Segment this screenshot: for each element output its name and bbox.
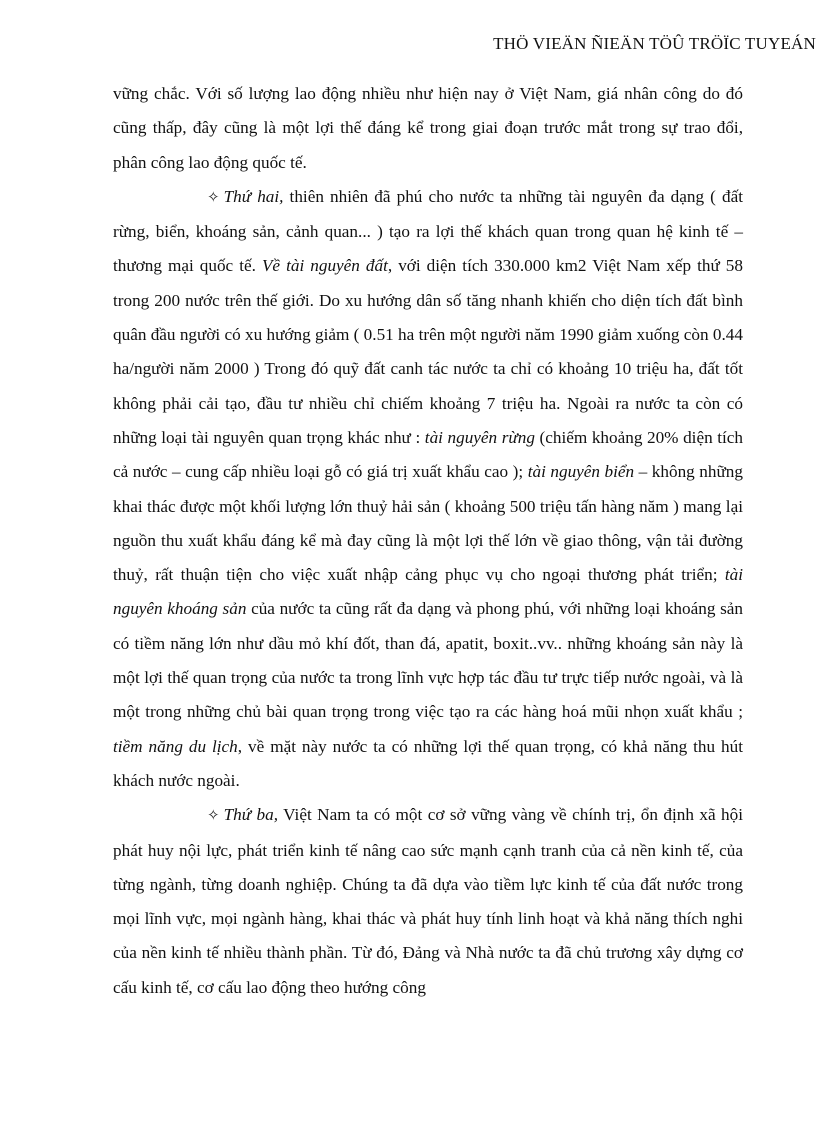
paragraph-2-text-1: thiên nhiên đã phú cho nước ta những tài nguyên đa dạng ( đất rừng, biển, khoáng sản, cảnh quan... ) tạo ra lợi thế khách quan trong quan hệ kinh tế – thương mại quốc tế. <box>113 186 743 276</box>
paragraph-2-text-5: của nước ta cũng rất đa dạng và phong phú, với những loại khoáng sản có tiềm năng lớn như dầu mỏ khí đốt, than đá, apatit, boxit..vv.. những khoáng sản này là một lợi thế quan trọng của nước ta trong lĩnh vực hợp tác đầu tư trực tiếp nước ngoài, và là một trong những chủ bài quan trọng trong việc tạo ra các hàng hoá mũi nhọn xuất khẩu ; <box>113 599 743 722</box>
star-bullet-icon: ✧ <box>207 189 220 206</box>
term-tourism-potential: tiềm năng du lịch <box>113 736 238 756</box>
term-sea-resources: tài nguyên biển <box>527 462 635 482</box>
page-header <box>493 34 816 54</box>
paragraph-3 <box>113 798 743 1005</box>
document-body <box>113 77 743 1005</box>
paragraph-2-text-4: – không những khai thác được một khối lượng lớn thuỷ hải sản ( khoảng 500 triệu tấn hàng năm ) mang lại nguồn thu xuất khẩu đáng kể mà đay cũng là một lợi thế lớn về giao thông, vận tải đường thuỷ, rất thuận tiện cho việc xuất nhập cảng phục vụ cho ngoại thương phát triển; <box>113 462 743 585</box>
paragraph-2-lead: Thứ hai, <box>223 186 284 206</box>
paragraph-2-text-3: (chiếm khoảng 20% diện tích cả nước – cung cấp nhiều loại gỗ có giá trị xuất khẩu cao ); <box>113 427 744 482</box>
paragraph-2-text-2: , với diện tích 330.000 km2 Việt Nam xếp thứ 58 trong 200 nước trên thế giới. Do xu hướng dân số tăng nhanh khiến cho diện tích đất bình quân đầu người có xu hướng giảm ( 0.51 ha trên một người năm 1990 giảm xuống còn 0.44 ha/người năm 2000 ) Trong đó quỹ đất canh tác nước ta chỉ có khoảng 10 triệu ha, đất tốt không phải cải tạo, đầu tư nhiều chỉ chiếm khoảng 7 triệu ha. Ngoài ra nước ta còn có những loại tài nguyên quan trọng khác như : <box>113 256 743 447</box>
paragraph-2 <box>113 180 743 798</box>
term-land-resources: Về tài nguyên đất <box>261 256 388 276</box>
paragraph-3-text-1: Việt Nam ta có một cơ sở vững vàng về chính trị, ổn định xã hội phát huy nội lực, phát triển kinh tế nâng cao sức mạnh cạnh tranh của cả nền kinh tế, của từng ngành, từng doanh nghiệp. Chúng ta đã dựa vào tiềm lực kinh tế của đất nước trong mọi lĩnh vực, mọi ngành hàng, khai thác và phát huy tính linh hoạt và khả năng thích nghi của nền kinh tế nhiều thành phần. Từ đó, Đảng và Nhà nước ta đã chủ trương xây dựng cơ cấu kinh tế, cơ cấu lao động theo hướng công <box>113 805 743 997</box>
term-forest-resources: tài nguyên rừng <box>424 427 535 447</box>
star-bullet-icon: ✧ <box>207 808 220 825</box>
term-mineral-resources: tài nguyên khoáng sản <box>113 565 743 619</box>
paragraph-1: vững chắc. Với số lượng lao động nhiều như hiện nay ở Việt Nam, giá nhân công do đó cũng thấp, đây cũng là một lợi thế đáng kể trong giai đoạn trước mắt trong sự trao đổi, phân công lao động quốc tế. <box>113 84 743 172</box>
paragraph-2-text-6: , về mặt này nước ta có những lợi thế quan trọng, có khả năng thu hút khách nước ngoài. <box>113 736 743 790</box>
header-title: THÖ VIEÄN ÑIEÄN TÖÛ TRÖÏC TUYEÁN <box>493 34 816 53</box>
paragraph-3-lead: Thứ ba, <box>223 805 279 825</box>
